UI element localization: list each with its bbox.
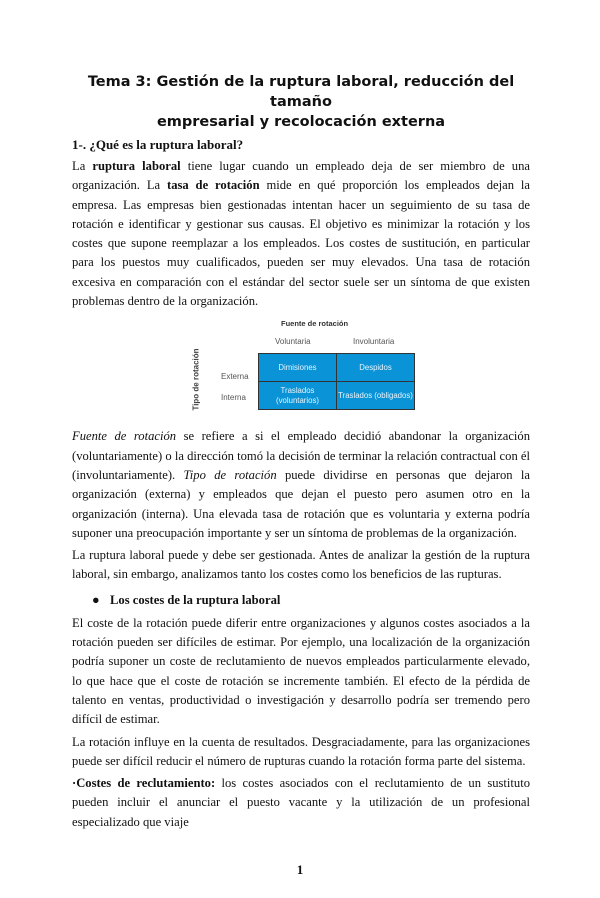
column-header: Voluntaria	[275, 337, 311, 347]
paragraph-definition	[72, 157, 530, 311]
text: tiene lugar cuando un empleado deja de ser miembro de una organización. La	[72, 159, 530, 193]
matrix-cell: Traslados (obligados)	[337, 382, 414, 409]
matrix-grid	[258, 353, 415, 410]
row-header: Interna	[221, 393, 246, 403]
title-line-1: Tema 3: Gestión de la ruptura laboral, reducción del tamaño	[87, 74, 515, 110]
text: puede dividirse en personas que dejaron la organización (externa) y empleados que dejan el puesto pero asumen otro en la organización (interna). Una elevada tasa de rotación que es voluntaria y externa podría suponer una preocupación importante y ser un síntoma de problemas de la organización.	[72, 467, 530, 540]
matrix-cell: Despidos	[337, 354, 414, 381]
axis-label: Tipo de rotación	[191, 348, 201, 411]
matrix-cell: Traslados (voluntarios)	[259, 382, 336, 409]
text: La	[72, 159, 93, 173]
text: mide en qué proporción los empleados dejan la empresa. Las empresas bien gestionadas intentan hacer un seguimiento de su tasa de rotación e identificar y gestionar sus causas. El objetivo es minimizar la rotación y los costes que supone reemplazar a los empleados. Los costes de sustitución, en particular para los puestos muy cualificados, pueden ser muy elevados. Una tasa de rotación excesiva en comparación con el estándar del sector suele ser un síntoma de que existen problemas dentro de la organización.	[72, 178, 530, 309]
paragraph-recruitment-costs	[72, 774, 530, 832]
row-header: Externa	[221, 372, 249, 382]
bold-term: tasa de rotación	[167, 178, 260, 193]
paragraph-results: La rotación influye en la cuenta de resultados. Desgraciadamente, para las organizaciones puede ser difícil reducir el número de rupturas cuando la rotación forma parte del sistema.	[72, 734, 530, 768]
italic-term: Tipo de rotación	[183, 467, 277, 482]
bold-term: ·Costes de reclutamiento:	[72, 776, 216, 791]
text: los costes asociados con el reclutamiento de un sustituto pueden incluir el anunciar el puesto vacante y la utilización de un profesional especializado que viaje	[72, 776, 531, 829]
paragraph-rotation-types	[72, 427, 530, 543]
bullet-icon: ●	[92, 592, 100, 607]
figure-title: Fuente de rotación	[281, 319, 349, 329]
document-title	[60, 72, 542, 132]
bullet-text: Los costes de la ruptura laboral	[110, 592, 281, 607]
title-line-2: empresarial y recolocación externa	[156, 114, 446, 130]
paragraph-costs: El coste de la rotación puede diferir entre organizaciones y algunos costes asociados a la rotación pueden ser difíciles de estimar. Por ejemplo, una localización de la organización podría suponer un coste de reclutamiento de nuevos empleados particularmente elevado, lo que hace que el coste de rotación se incremente también. El efecto de la pérdida de talento en ventas, productividad o investigación y desarrollo podría ser tremendo pero difícil de estimar.	[72, 615, 530, 727]
italic-term: Fuente de rotación	[72, 429, 177, 444]
section-heading: 1-. ¿Qué es la ruptura laboral?	[72, 137, 244, 152]
text: se refiere a si el empleado decidió abandonar la organización (voluntariamente) o la dirección tomó la decisión de terminar la relación contractual con él (involuntariamente).	[72, 429, 530, 482]
matrix-cell: Dimisiones	[259, 354, 336, 381]
column-header: Involuntaria	[353, 337, 395, 347]
bullet-heading	[92, 591, 530, 610]
paragraph-management: La ruptura laboral puede y debe ser gestionada. Antes de analizar la gestión de la ruptura laboral, sin embargo, analizamos tanto los costes como los beneficios de las rupturas.	[72, 548, 530, 582]
bold-term: ruptura laboral	[92, 159, 181, 173]
page-number: 1	[296, 862, 304, 878]
rotation-matrix-figure	[185, 317, 435, 417]
